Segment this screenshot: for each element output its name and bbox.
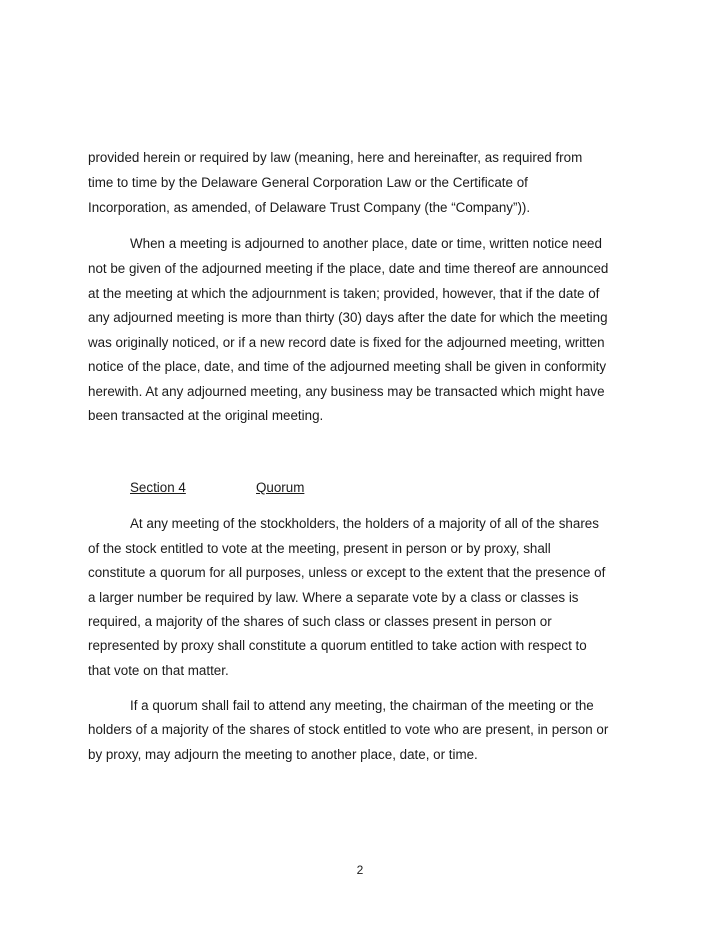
text-line: When a meeting is adjourned to another place, date or time, written notice need: [130, 236, 602, 251]
text-line: herewith. At any adjourned meeting, any business may be transacted which might have: [88, 384, 605, 399]
text-line: holders of a majority of the shares of stock entitled to vote who are present, in person or: [88, 722, 609, 737]
section-number: Section 4: [130, 480, 186, 495]
text-line: that vote on that matter.: [88, 663, 229, 678]
text-line: represented by proxy shall constitute a quorum entitled to take action with respect to: [88, 638, 587, 653]
text-line: notice of the place, date, and time of the adjourned meeting shall be given in conformity: [88, 359, 607, 374]
text-line: If a quorum shall fail to attend any meeting, the chairman of the meeting or the: [130, 698, 594, 713]
text-line: Incorporation, as amended, of Delaware Trust Company (the “Company”)).: [88, 200, 531, 215]
text-line: required, a majority of the shares of such class or classes present in person or: [88, 614, 552, 629]
text-line: constitute a quorum for all purposes, unless or except to the extent that the presence of: [88, 565, 606, 580]
text-line: any adjourned meeting is more than thirty (30) days after the date for which the meeting: [88, 310, 608, 325]
text-line: a larger number be required by law. Where a separate vote by a class or classes is: [88, 590, 579, 605]
text-line: was originally noticed, or if a new record date is fixed for the adjourned meeting, written: [88, 335, 605, 350]
section-title: Quorum: [256, 480, 305, 495]
page-number: 2: [356, 863, 364, 877]
text-line: been transacted at the original meeting.: [88, 408, 324, 423]
text-line: At any meeting of the stockholders, the holders of a majority of all of the shares: [130, 516, 599, 531]
text-line: by proxy, may adjourn the meeting to another place, date, or time.: [88, 747, 478, 762]
text-line: of the stock entitled to vote at the meeting, present in person or by proxy, shall: [88, 541, 551, 556]
text-line: provided herein or required by law (meaning, here and hereinafter, as required from: [88, 150, 583, 165]
text-line: not be given of the adjourned meeting if the place, date and time thereof are announced: [88, 261, 609, 276]
text-line: time to time by the Delaware General Corporation Law or the Certificate of: [88, 175, 528, 190]
text-line: at the meeting at which the adjournment is taken; provided, however, that if the date of: [88, 286, 600, 301]
